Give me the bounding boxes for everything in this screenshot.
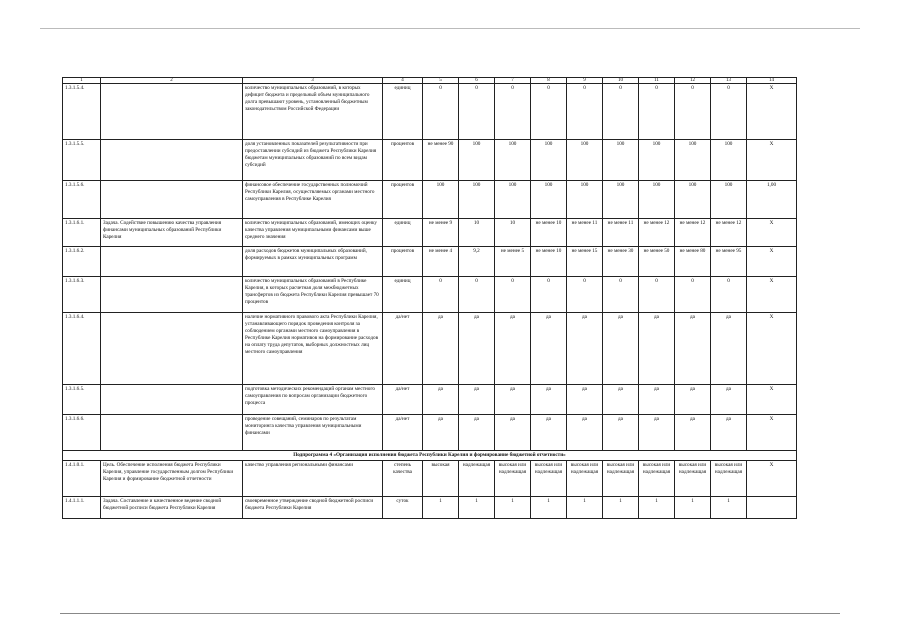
table-row — [63, 497, 797, 519]
indicator-value: 0 — [423, 277, 459, 313]
ratio-value: Х — [747, 140, 797, 181]
indicators-table — [62, 77, 797, 519]
ratio-value: Х — [747, 385, 797, 415]
indicator-value: да — [423, 415, 459, 451]
table-row — [63, 385, 797, 415]
ratio-value: Х — [747, 84, 797, 140]
indicator-value: да — [459, 313, 495, 385]
indicator-name: своевременное утверждение сводной бюджетной росписи бюджета Республики Карелия — [243, 497, 383, 519]
subprogram-title: Подпрограмма 4 «Организация исполнения бюджета Республики Карелия и формирование бюджетной отчетности» — [63, 451, 797, 461]
indicator-name: количество муниципальных образований, имеющих оценку качества управления муниципальными финансами выше среднего значения — [243, 219, 383, 247]
indicator-value: 1 — [459, 497, 495, 519]
indicator-value: высокая или надлежащая — [675, 461, 711, 497]
indicator-value: не менее 10 — [531, 219, 567, 247]
row-code: 1.3.1.6.6. — [63, 415, 101, 451]
unit-of-measure: процентов — [383, 181, 423, 219]
indicator-value: да — [423, 385, 459, 415]
indicator-value: 1 — [675, 497, 711, 519]
indicator-value: 100 — [639, 140, 675, 181]
indicator-value: да — [675, 385, 711, 415]
indicator-value: 100 — [459, 181, 495, 219]
indicator-value: 1 — [639, 497, 675, 519]
indicator-value: да — [495, 313, 531, 385]
indicator-value: да — [567, 313, 603, 385]
indicator-value: 10 — [495, 219, 531, 247]
row-code: 1.3.1.6.2. — [63, 247, 101, 277]
indicator-value: 100 — [603, 140, 639, 181]
indicator-value: да — [567, 385, 603, 415]
row-code: 1.3.1.5.4. — [63, 84, 101, 140]
indicator-value: да — [603, 385, 639, 415]
column-number-cell: 11 — [639, 78, 675, 84]
indicator-value: не менее 30 — [603, 247, 639, 277]
subprogram-row — [63, 451, 797, 461]
indicator-value: 100 — [531, 140, 567, 181]
indicator-value: 1 — [567, 497, 603, 519]
indicator-value: надлежащая — [459, 461, 495, 497]
indicator-value: не менее 12 — [711, 219, 747, 247]
indicator-value: да — [711, 313, 747, 385]
table-row — [63, 313, 797, 385]
unit-of-measure: да/нет — [383, 313, 423, 385]
indicator-value: 0 — [531, 277, 567, 313]
column-number-cell: 1 — [63, 78, 101, 84]
table-row — [63, 277, 797, 313]
indicator-value: 10 — [459, 219, 495, 247]
task-description — [101, 247, 243, 277]
indicator-value: не менее 12 — [675, 219, 711, 247]
column-number-cell: 10 — [603, 78, 639, 84]
table-row — [63, 219, 797, 247]
column-number-cell: 2 — [101, 78, 243, 84]
column-number-cell: 13 — [711, 78, 747, 84]
indicator-value: 0 — [639, 277, 675, 313]
indicator-value: высокая или надлежащая — [531, 461, 567, 497]
row-code: 1.3.1.6.3. — [63, 277, 101, 313]
indicator-name: количество муниципальных образований, в которых дефицит бюджета и предельный объем муниципального долга превышают уровень, установленный бюджетным законодательством Российской Федерации — [243, 84, 383, 140]
indicator-value: 0 — [459, 277, 495, 313]
indicator-value: не менее 9 — [423, 219, 459, 247]
indicator-value: 100 — [459, 140, 495, 181]
ratio-value: Х — [747, 277, 797, 313]
task-description — [101, 415, 243, 451]
indicator-value: высокая или надлежащая — [567, 461, 603, 497]
indicator-value: 0 — [567, 84, 603, 140]
column-number-cell: 8 — [531, 78, 567, 84]
row-code: 1.3.1.6.4. — [63, 313, 101, 385]
row-code: 1.3.1.6.5. — [63, 385, 101, 415]
indicator-value: 100 — [531, 181, 567, 219]
indicator-value: высокая или надлежащая — [603, 461, 639, 497]
task-description — [101, 140, 243, 181]
indicator-value: 0 — [495, 277, 531, 313]
indicator-name: доля расходов бюджетов муниципальных образований, формируемых в рамках муниципальных программ — [243, 247, 383, 277]
indicator-value: высокая или надлежащая — [639, 461, 675, 497]
table-row — [63, 84, 797, 140]
indicator-value: да — [675, 313, 711, 385]
column-number-cell: 9 — [567, 78, 603, 84]
unit-of-measure: единиц — [383, 219, 423, 247]
indicator-value: не менее 5 — [495, 247, 531, 277]
indicator-value: да — [711, 415, 747, 451]
indicator-name: качество управления региональными финансами — [243, 461, 383, 497]
indicator-value: 100 — [495, 140, 531, 181]
unit-of-measure: процентов — [383, 140, 423, 181]
indicator-value: да — [603, 415, 639, 451]
indicator-value: 1 — [603, 497, 639, 519]
row-code: 1.4.1.0.1. — [63, 461, 101, 497]
ratio-value: Х — [747, 247, 797, 277]
indicator-name: проведение совещаний, семинаров по результатам мониторинга качества управления муниципальными финансами — [243, 415, 383, 451]
task-description: Задача. Содействие повышению качества управления финансами муниципальных образований Республики Карелия — [101, 219, 243, 247]
task-description — [101, 84, 243, 140]
indicator-value: да — [639, 313, 675, 385]
indicator-value: не менее 10 — [531, 247, 567, 277]
indicator-value: 0 — [711, 277, 747, 313]
indicator-value: 100 — [711, 140, 747, 181]
table-row — [63, 461, 797, 497]
column-number-cell: 6 — [459, 78, 495, 84]
indicator-value: не менее 95 — [711, 247, 747, 277]
indicator-value: да — [423, 313, 459, 385]
indicator-value: 0 — [639, 84, 675, 140]
indicator-name: наличие нормативного правового акта Республики Карелия, устанавливающего порядок проведения контроля за соблюдением органами местного самоуправления в Республике Карелия нормативов на формирование расходов на оплату труда депутатов, выборных должностных лиц местного самоуправления — [243, 313, 383, 385]
task-description — [101, 277, 243, 313]
ratio-value: Х — [747, 415, 797, 451]
indicator-value: высокая или надлежащая — [495, 461, 531, 497]
column-number-cell: 12 — [675, 78, 711, 84]
row-code: 1.4.1.1.1. — [63, 497, 101, 519]
unit-of-measure: суток — [383, 497, 423, 519]
indicator-value: 0 — [603, 277, 639, 313]
indicator-value: не менее 11 — [567, 219, 603, 247]
indicator-value: 100 — [675, 140, 711, 181]
indicator-value: 100 — [603, 181, 639, 219]
table-row — [63, 247, 797, 277]
unit-of-measure: единиц — [383, 84, 423, 140]
indicator-value: да — [459, 415, 495, 451]
indicator-value: да — [603, 313, 639, 385]
indicator-name: доля установленных показателей результативности при предоставлении субсидий из бюджета Республики Карелия бюджетам муниципальных образований по всем видам субсидий — [243, 140, 383, 181]
indicator-value: да — [567, 415, 603, 451]
ratio-value: Х — [747, 313, 797, 385]
table-row — [63, 415, 797, 451]
indicator-value: да — [459, 385, 495, 415]
unit-of-measure: да/нет — [383, 415, 423, 451]
column-number-cell: 14 — [747, 78, 797, 84]
ratio-value: 1,00 — [747, 181, 797, 219]
indicator-value: 1 — [711, 497, 747, 519]
indicator-value: не менее 80 — [675, 247, 711, 277]
indicator-value: не менее 4 — [423, 247, 459, 277]
indicator-name: финансовое обеспечение государственных полномочий Республики Карелия, осуществляемых органами местного самоуправления в Республике Карелия — [243, 181, 383, 219]
indicator-value: да — [711, 385, 747, 415]
ratio-value: Х — [747, 219, 797, 247]
task-description — [101, 313, 243, 385]
row-code: 1.3.1.5.6. — [63, 181, 101, 219]
column-number-cell: 5 — [423, 78, 459, 84]
row-code: 1.3.1.5.5. — [63, 140, 101, 181]
indicator-value: не менее 12 — [639, 219, 675, 247]
indicator-value: не менее 90 — [423, 140, 459, 181]
task-description — [101, 385, 243, 415]
indicator-value: 100 — [567, 140, 603, 181]
task-description: Цель. Обеспечение исполнения бюджета Республики Карелия, управление государственным долгом Республики Карелия и формирование бюджетной отчетности — [101, 461, 243, 497]
indicator-name: подготовка методических рекомендаций органам местного самоуправления по вопросам организации бюджетного процесса — [243, 385, 383, 415]
indicator-value: 100 — [639, 181, 675, 219]
indicator-value: 100 — [495, 181, 531, 219]
column-number-cell: 3 — [243, 78, 383, 84]
indicator-value: не менее 11 — [603, 219, 639, 247]
indicator-value: высокая — [423, 461, 459, 497]
indicator-value: да — [639, 415, 675, 451]
ratio-value: Х — [747, 461, 797, 497]
row-code: 1.3.1.6.1. — [63, 219, 101, 247]
unit-of-measure: единиц — [383, 277, 423, 313]
indicator-value: 0 — [423, 84, 459, 140]
task-description: Задача. Составление и качественное ведение сводной бюджетной росписи бюджета Республики Карелия — [101, 497, 243, 519]
indicator-value: 100 — [423, 181, 459, 219]
scan-edge-bottom — [60, 613, 840, 614]
indicator-value: 0 — [567, 277, 603, 313]
indicator-value: 0 — [711, 84, 747, 140]
indicator-value: 0 — [603, 84, 639, 140]
scan-edge-top — [40, 28, 860, 29]
column-number-cell: 7 — [495, 78, 531, 84]
indicator-value: да — [495, 385, 531, 415]
indicator-value: да — [639, 385, 675, 415]
indicator-value: 100 — [711, 181, 747, 219]
table-row — [63, 140, 797, 181]
unit-of-measure: да/нет — [383, 385, 423, 415]
indicator-value: 100 — [675, 181, 711, 219]
indicator-value: да — [531, 385, 567, 415]
indicator-value: 100 — [567, 181, 603, 219]
indicator-value: 1 — [423, 497, 459, 519]
indicator-value: 0 — [495, 84, 531, 140]
task-description — [101, 181, 243, 219]
ratio-value — [747, 497, 797, 519]
indicator-value: 0 — [675, 277, 711, 313]
indicator-value: 0 — [531, 84, 567, 140]
indicator-value: высокая или надлежащая — [711, 461, 747, 497]
column-number-cell: 4 — [383, 78, 423, 84]
unit-of-measure: степень качества — [383, 461, 423, 497]
indicator-value: да — [531, 313, 567, 385]
table-row — [63, 181, 797, 219]
indicator-value: 1 — [531, 497, 567, 519]
indicator-value: 0 — [459, 84, 495, 140]
indicator-value: да — [495, 415, 531, 451]
indicator-value: да — [531, 415, 567, 451]
unit-of-measure: процентов — [383, 247, 423, 277]
indicator-value: 9,2 — [459, 247, 495, 277]
indicator-value: не менее 15 — [567, 247, 603, 277]
indicator-value: 0 — [675, 84, 711, 140]
indicator-value: не менее 50 — [639, 247, 675, 277]
indicator-value: 1 — [495, 497, 531, 519]
indicator-name: количество муниципальных образований в Республике Карелия, в которых расчетная доля межбюджетных трансфертов из бюджета Республики Карелия превышает 70 процентов — [243, 277, 383, 313]
indicator-value: да — [675, 415, 711, 451]
